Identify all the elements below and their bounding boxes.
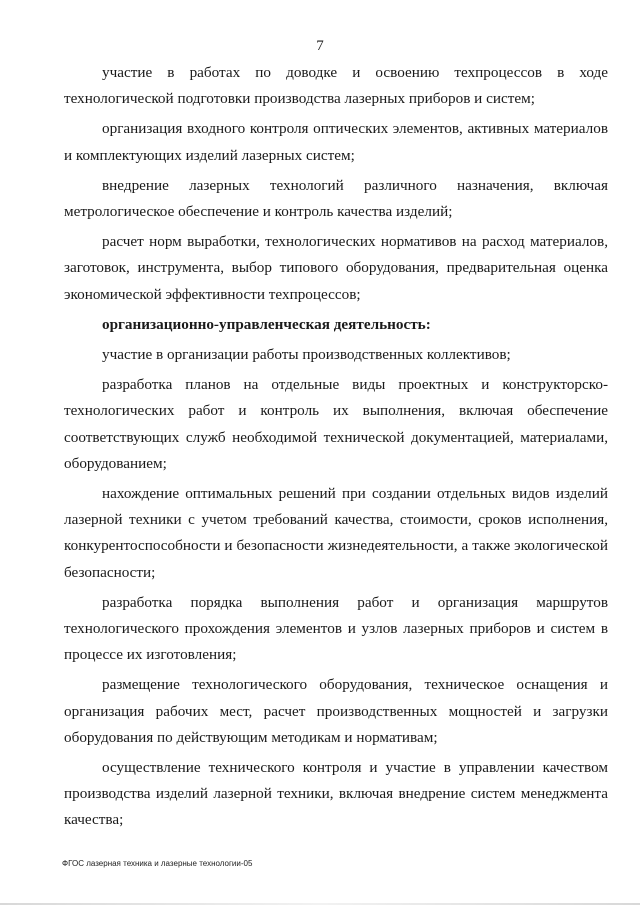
paragraph: организация входного контроля оптических элементов, активных материалов и комплектующих изделий лазерных систем; [64,120,608,164]
page-number: 7 [316,38,324,54]
paragraph: разработка порядка выполнения работ и организация маршрутов технологического прохождения элементов и узлов лазерных приборов и систем в процессе их изготовления; [64,593,608,664]
section-heading: организационно-управленческая деятельность: [102,315,431,333]
paragraph: участие в работах по доводке и освоению техпроцессов в ходе технологической подготовки производства лазерных приборов и систем; [64,64,608,108]
page-footer: ФГОС лазерная техника и лазерные технологии-05 [62,859,253,868]
paragraph: осуществление технического контроля и участие в управлении качеством производства изделий лазерной техники, включая внедрение систем менеджмента качества; [64,759,608,829]
paragraph: расчет норм выработки, технологических нормативов на расход материалов, заготовок, инструмента, выбор типового оборудования, предварительная оценка экономической эффективности техпроцессов; [64,233,608,303]
paragraph: размещение технологического оборудования, техническое оснащения и организация рабочих мест, расчет производственных мощностей и загрузки оборудования по действующим методикам и нормативам; [64,676,608,746]
paragraph: разработка планов на отдельные виды проектных и конструкторско-технологических работ и контроль их выполнения, включая обеспечение соответствующих служб необходимой технической документацией, материалами, оборудованием; [64,376,608,472]
paragraph: нахождение оптимальных решений при создании отдельных видов изделий лазерной техники с учетом требований качества, стоимости, сроков исполнения, конкурентоспособности и безопасности жизнедеятельности, а также экологической безопасности; [64,485,608,581]
body-text [64,60,608,838]
paragraph: участие в организации работы производственных коллективов; [102,346,511,364]
paragraph: внедрение лазерных технологий различного назначения, включая метрологическое обеспечение и контроль качества изделий; [64,176,608,221]
